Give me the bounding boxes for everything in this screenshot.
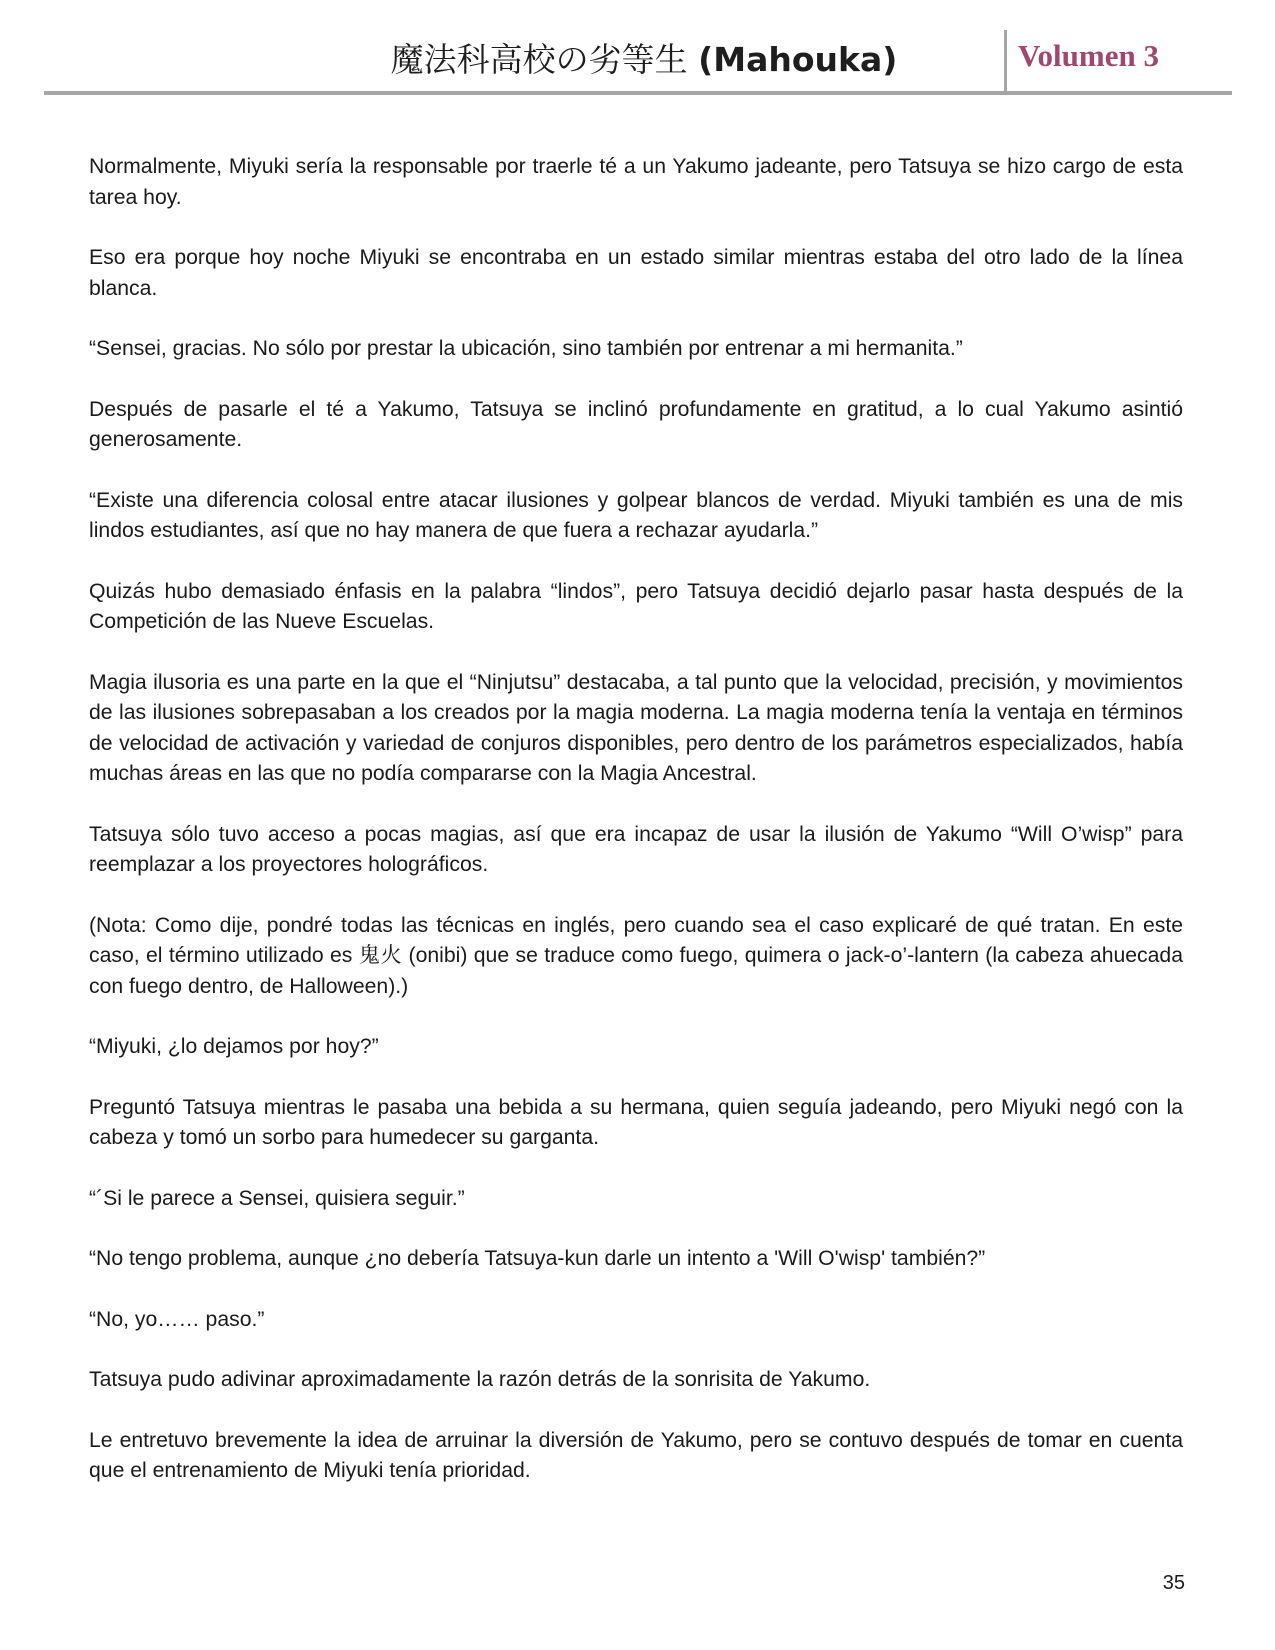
paragraph: Después de pasarle el té a Yakumo, Tatsuya se inclinó profundamente en gratitud, a lo cual Yakumo asintió generosamente. <box>89 397 1183 451</box>
volume-label: Volumen 3 <box>1018 38 1159 73</box>
paragraph: “No, yo…… paso.” <box>89 1307 265 1331</box>
translator-note-paragraph: (Nota: Como dije, pondré todas las técnicas en inglés, pero cuando sea el caso explicaré de qué tratan. En este caso, el término utilizado es 鬼火 (onibi) que se traduce como fuego, quimera o jack-o’-lantern (la cabeza ahuecada con fuego dentro, de Halloween).) <box>89 913 1183 998</box>
paragraph: Quizás hubo demasiado énfasis en la palabra “lindos”, pero Tatsuya decidió dejarlo pasar hasta después de la Competición de las Nueve Escuelas. <box>89 579 1183 633</box>
header-vertical-divider <box>1004 30 1007 92</box>
book-title <box>274 38 1014 82</box>
paragraph: Eso era porque hoy noche Miyuki se encontraba en un estado similar mientras estaba del otro lado de la línea blanca. <box>89 246 1183 300</box>
paragraph: Tatsuya sólo tuvo acceso a pocas magias, así que era incapaz de usar la ilusión de Yakumo “Will O’wisp” para reemplazar a los proyectores holográficos. <box>89 822 1183 876</box>
paragraph: Preguntó Tatsuya mientras le pasaba una bebida a su hermana, quien seguía jadeando, pero Miyuki negó con la cabeza y tomó un sorbo para humedecer su garganta. <box>89 1095 1183 1149</box>
paragraph: “No tengo problema, aunque ¿no debería Tatsuya-kun darle un intento a 'Will O'wisp' también?” <box>89 1247 986 1270</box>
page-number: 35 <box>1162 1572 1185 1594</box>
paragraph: Tatsuya pudo adivinar aproximadamente la razón detrás de la sonrisita de Yakumo. <box>89 1368 871 1391</box>
page-header <box>44 28 1232 94</box>
paragraph: “Existe una diferencia colosal entre atacar ilusiones y golpear blancos de verdad. Miyuki también es una de mis lindos estudiantes, así que no hay manera de que fuera a rechazar ayudarla.” <box>89 488 1183 542</box>
paragraph: Normalmente, Miyuki sería la responsable por traerle té a un Yakumo jadeante, pero Tatsuya se hizo cargo de esta tarea hoy. <box>89 155 1183 209</box>
paragraph: “Sensei, gracias. No sólo por prestar la ubicación, sino también por entrenar a mi hermanita.” <box>89 337 963 360</box>
page-body <box>89 152 1183 1517</box>
paragraph: “Miyuki, ¿lo dejamos por hoy?” <box>89 1035 379 1058</box>
header-horizontal-rule <box>44 91 1232 95</box>
paragraph: Le entretuvo brevemente la idea de arruinar la diversión de Yakumo, pero se contuvo después de tomar en cuenta que el entrenamiento de Miyuki tenía prioridad. <box>89 1428 1183 1482</box>
paragraph: Magia ilusoria es una parte en la que el “Ninjutsu” destacaba, a tal punto que la velocidad, precisión, y movimientos de las ilusiones sobrepasaban a los creados por la magia moderna. La magia moderna tenía la ventaja en términos de velocidad de activación y variedad de conjuros disponibles, pero dentro de los parámetros especializados, había muchas áreas en las que no podía compararse con la Magia Ancestral. <box>89 670 1183 785</box>
paragraph: “´Si le parece a Sensei, quisiera seguir.” <box>89 1186 465 1210</box>
book-title-japanese: 魔法科高校の劣等生 <box>390 40 688 79</box>
book-title-romaji: (Mahouka) <box>698 40 898 79</box>
